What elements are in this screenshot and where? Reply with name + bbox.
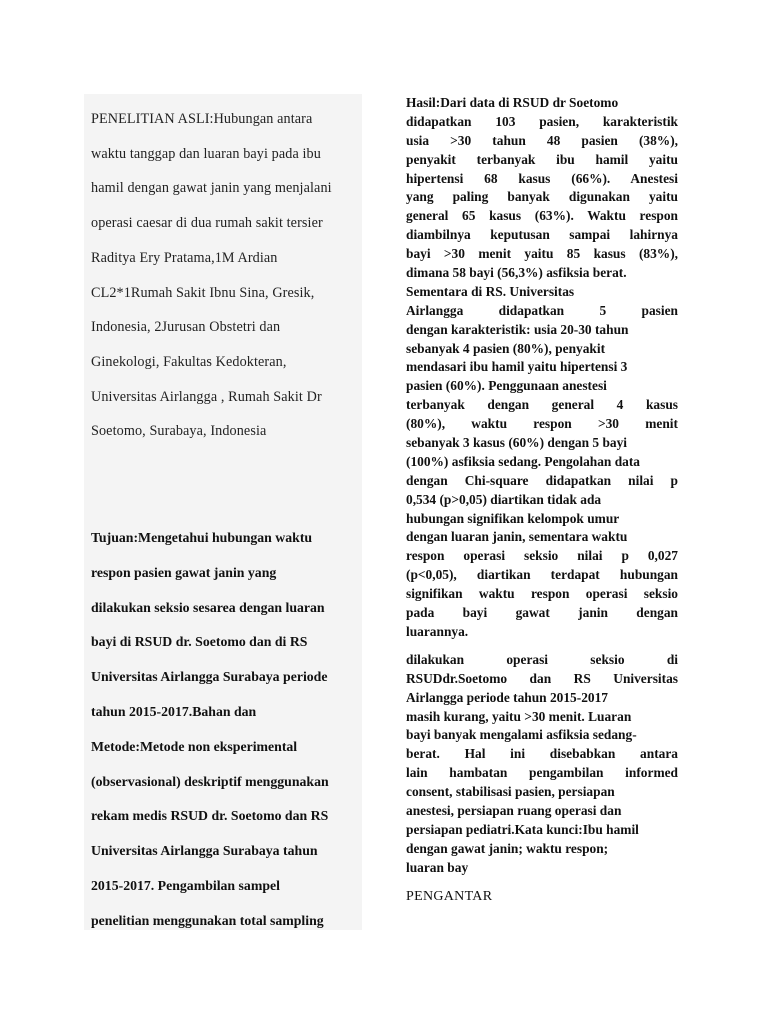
conclusion-line: luaran bay xyxy=(406,859,469,875)
abstract-line: (observasional) deskriptif menggunakan xyxy=(91,773,329,789)
abstract-line: Metode:Metode non eksperimental xyxy=(91,738,298,754)
conclusion-block xyxy=(406,651,678,878)
abstract-line: penelitian menggunakan total sampling xyxy=(91,912,324,928)
abstract-line: bayi di RSUD dr. Soetomo dan di RS xyxy=(91,634,308,650)
results-line: dengan Chi-square didapatkan nilai p xyxy=(406,472,678,488)
conclusion-line: persiapan pediatri.Kata kunci:Ibu hamil xyxy=(406,821,639,837)
abstract-line: dilakukan seksio sesarea dengan luaran xyxy=(91,599,325,615)
results-line: Hasil:Dari data di RSUD dr Soetomo xyxy=(406,95,619,110)
results-line: general 65 kasus (63%). Waktu respon xyxy=(406,208,678,224)
results-line: 0,534 (p>0,05) diartikan tidak ada xyxy=(406,491,602,507)
conclusion-line: berat. Hal ini disebabkan antara xyxy=(406,746,678,762)
abstract-line: Universitas Airlangga Surabaya tahun xyxy=(91,843,318,859)
heading-line: operasi caesar di dua rumah sakit tersier xyxy=(91,215,323,232)
results-block xyxy=(406,94,678,642)
results-line: sebanyak 3 kasus (60%) dengan 5 bayi xyxy=(406,435,628,451)
results-line: respon operasi seksio nilai p 0,027 xyxy=(406,548,678,564)
results-line: (80%), waktu respon >30 menit xyxy=(406,416,678,432)
abstract-line: 2015-2017. Pengambilan sampel xyxy=(91,878,280,893)
results-line: pada bayi gawat janin dengan xyxy=(406,605,678,621)
results-line: (100%) asfiksia sedang. Pengolahan data xyxy=(406,453,640,469)
heading-line: Indonesia, 2Jurusan Obstetri dan xyxy=(91,319,281,336)
results-line: signifikan waktu respon operasi seksio xyxy=(406,586,678,602)
results-line: dengan karakteristik: usia 20-30 tahun xyxy=(406,321,629,337)
results-line: bayi >30 menit yaitu 85 kasus (83%), xyxy=(406,246,678,262)
results-line: didapatkan 103 pasien, karakteristik xyxy=(406,113,678,129)
conclusion-line: Airlangga periode tahun 2015-2017 xyxy=(406,689,608,705)
abstract-line: rekam medis RSUD dr. Soetomo dan RS xyxy=(91,808,329,824)
results-line: hubungan signifikan kelompok umur xyxy=(406,510,620,526)
results-line: dengan luaran janin, sementara waktu xyxy=(406,529,628,545)
conclusion-line: RSUDdr.Soetomo dan RS Universitas xyxy=(406,670,678,686)
heading-line: PENELITIAN ASLI:Hubungan antara xyxy=(91,111,313,127)
abstract-line: tahun 2015-2017.Bahan dan xyxy=(91,704,257,719)
heading-line: Ginekologi, Fakultas Kedokteran, xyxy=(91,353,287,370)
conclusion-line: bayi banyak mengalami asfiksia sedang- xyxy=(406,727,637,743)
results-line: usia >30 tahun 48 pasien (38%), xyxy=(406,132,678,148)
conclusion-line: lain hambatan pengambilan informed xyxy=(406,765,678,781)
heading-line: Raditya Ery Pratama,1M Ardian xyxy=(91,249,278,266)
results-line: mendasari ibu hamil yaitu hipertensi 3 xyxy=(406,359,628,375)
abstract-line: Tujuan:Mengetahui hubungan waktu xyxy=(91,530,313,545)
conclusion-line: masih kurang, yaitu >30 menit. Luaran xyxy=(406,708,632,724)
right-column xyxy=(406,94,678,906)
results-line: diambilnya keputusan sampai lahirnya xyxy=(406,227,678,243)
results-line: luarannya. xyxy=(406,623,469,639)
heading-line: Soetomo, Surabaya, Indonesia xyxy=(91,423,267,440)
conclusion-line: dengan gawat janin; waktu respon; xyxy=(406,840,609,856)
results-line: (p<0,05), diartikan terdapat hubungan xyxy=(406,567,678,583)
results-line: Airlangga didapatkan 5 pasien xyxy=(406,302,678,318)
heading-line: waktu tanggap dan luaran bayi pada ibu xyxy=(91,145,321,162)
heading-line: CL2*1Rumah Sakit Ibnu Sina, Gresik, xyxy=(91,284,315,301)
results-line: sebanyak 4 pasien (80%), penyakit xyxy=(406,340,606,356)
results-line: terbanyak dengan general 4 kasus xyxy=(406,397,678,413)
section-heading-pengantar: PENGANTAR xyxy=(406,888,493,904)
conclusion-line: consent, stabilisasi pasien, persiapan xyxy=(406,784,615,800)
results-line: hipertensi 68 kasus (66%). Anestesi xyxy=(406,170,678,186)
results-line: yang paling banyak digunakan yaitu xyxy=(406,189,678,205)
results-line: Sementara di RS. Universitas xyxy=(406,283,575,299)
heading-line: Universitas Airlangga , Rumah Sakit Dr xyxy=(91,388,322,405)
conclusion-line: anestesi, persiapan ruang operasi dan xyxy=(406,802,622,818)
conclusion-line: dilakukan operasi seksio di xyxy=(406,651,678,667)
results-line: dimana 58 bayi (56,3%) asfiksia berat. xyxy=(406,265,627,281)
abstract-line: respon pasien gawat janin yang xyxy=(91,564,277,580)
results-line: penyakit terbanyak ibu hamil yaitu xyxy=(406,151,678,167)
abstract-line: Universitas Airlangga Surabaya periode xyxy=(91,669,328,685)
results-line: pasien (60%). Penggunaan anestesi xyxy=(406,378,607,394)
heading-line: hamil dengan gawat janin yang menjalani xyxy=(91,180,332,197)
